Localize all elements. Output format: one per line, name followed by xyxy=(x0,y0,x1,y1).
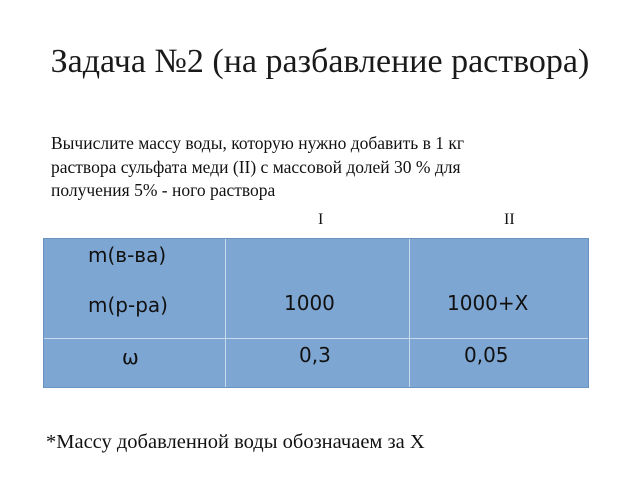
footnote: *Массу добавленной воды обозначаем за Х xyxy=(46,431,425,453)
cell-mass-fraction-i: 0,3 xyxy=(299,343,331,367)
cell-solution-mass-i: 1000 xyxy=(284,291,335,315)
column-header-i: I xyxy=(318,211,324,228)
table-divider xyxy=(225,239,226,387)
cell-solution-mass-ii: 1000+Х xyxy=(447,291,529,315)
task-line: Вычислите массу воды, которую нужно добавить в 1 кг xyxy=(51,133,465,153)
column-header-ii: II xyxy=(504,211,515,228)
slide-title: Задача №2 (на разбавление раствора) xyxy=(50,43,590,80)
task-line: раствора сульфата меди (II) с массовой долей 30 % для xyxy=(51,156,461,177)
label-mass-fraction: ω xyxy=(122,345,139,369)
label-solution-mass: m(р-ра) xyxy=(88,293,168,317)
table-divider xyxy=(409,239,410,387)
table-divider xyxy=(44,338,588,339)
cell-mass-fraction-ii: 0,05 xyxy=(464,343,509,367)
task-text xyxy=(51,132,611,203)
task-line: получения 5% - ного раствора xyxy=(51,180,276,200)
data-table xyxy=(43,238,589,388)
label-solute-mass: m(в-ва) xyxy=(88,243,167,267)
